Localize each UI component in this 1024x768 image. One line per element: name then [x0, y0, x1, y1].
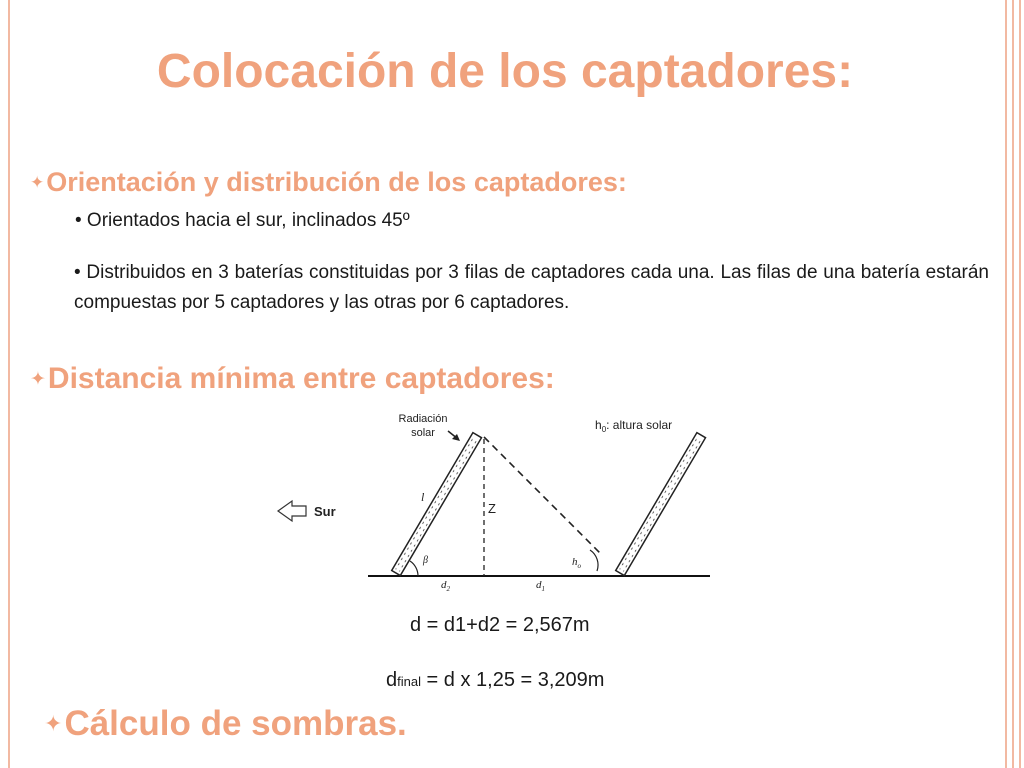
section-heading-text: Orientación y distribución de los captadores:: [46, 167, 627, 197]
h0-angle-arc: [590, 550, 598, 571]
south-label: Sur: [314, 504, 336, 519]
bullet-orientation: • Orientados hacia el sur, inclinados 45º: [75, 210, 410, 231]
star-bullet-icon: ✦: [30, 368, 46, 390]
section-heading-orientation: [30, 167, 627, 198]
collector-distance-diagram: [270, 405, 730, 595]
final-distance-prefix: d: [386, 669, 398, 691]
section-heading-distance: [30, 362, 555, 396]
d2-label: $d_2$: [441, 579, 450, 593]
length-l-label: l: [421, 490, 425, 504]
beta-angle-arc: [410, 561, 418, 576]
right-border-line-1: [1005, 0, 1007, 768]
section-heading-shadows: [44, 704, 407, 744]
radiation-label: Radiación: [398, 413, 448, 425]
right-collector-panel: [616, 433, 706, 576]
beta-label: β: [423, 555, 428, 566]
h0-angle-label: $h_o$: [572, 556, 581, 570]
section-heading-text: Distancia mínima entre captadores:: [47, 362, 555, 395]
bullet-distribution: • Distribuidos en 3 baterías constituidas por 3 filas de captadores cada una. Las filas de una batería estarán compuestas por 5 captadores y las otras por 6 captadores.: [74, 262, 989, 313]
d1-label: $d_1$: [536, 579, 545, 593]
right-border-line-2: [1012, 0, 1014, 768]
left-collector-panel: [392, 433, 482, 576]
section-heading-text: Cálculo de sombras.: [64, 704, 407, 743]
left-border-line: [8, 0, 10, 768]
south-arrow-icon: [278, 501, 306, 521]
star-bullet-icon: ✦: [44, 711, 63, 736]
distance-formula: d = d1+d2 = 2,567m: [410, 614, 590, 636]
slide-title: Colocación de los captadores:: [156, 45, 854, 98]
final-distance-formula: [386, 669, 604, 692]
shadow-line: [484, 437, 602, 555]
final-distance-subscript: final: [397, 674, 421, 689]
radiation-label-2: solar: [411, 427, 435, 439]
star-bullet-icon: ✦: [30, 172, 45, 192]
altitude-label: $h_0$: altura solar: [595, 418, 673, 434]
final-distance-rest: = d x 1,25 = 3,209m: [420, 669, 605, 691]
right-border-line-3: [1019, 0, 1021, 768]
height-z-label: Z: [488, 501, 496, 516]
radiation-arrow-icon: [448, 431, 460, 441]
